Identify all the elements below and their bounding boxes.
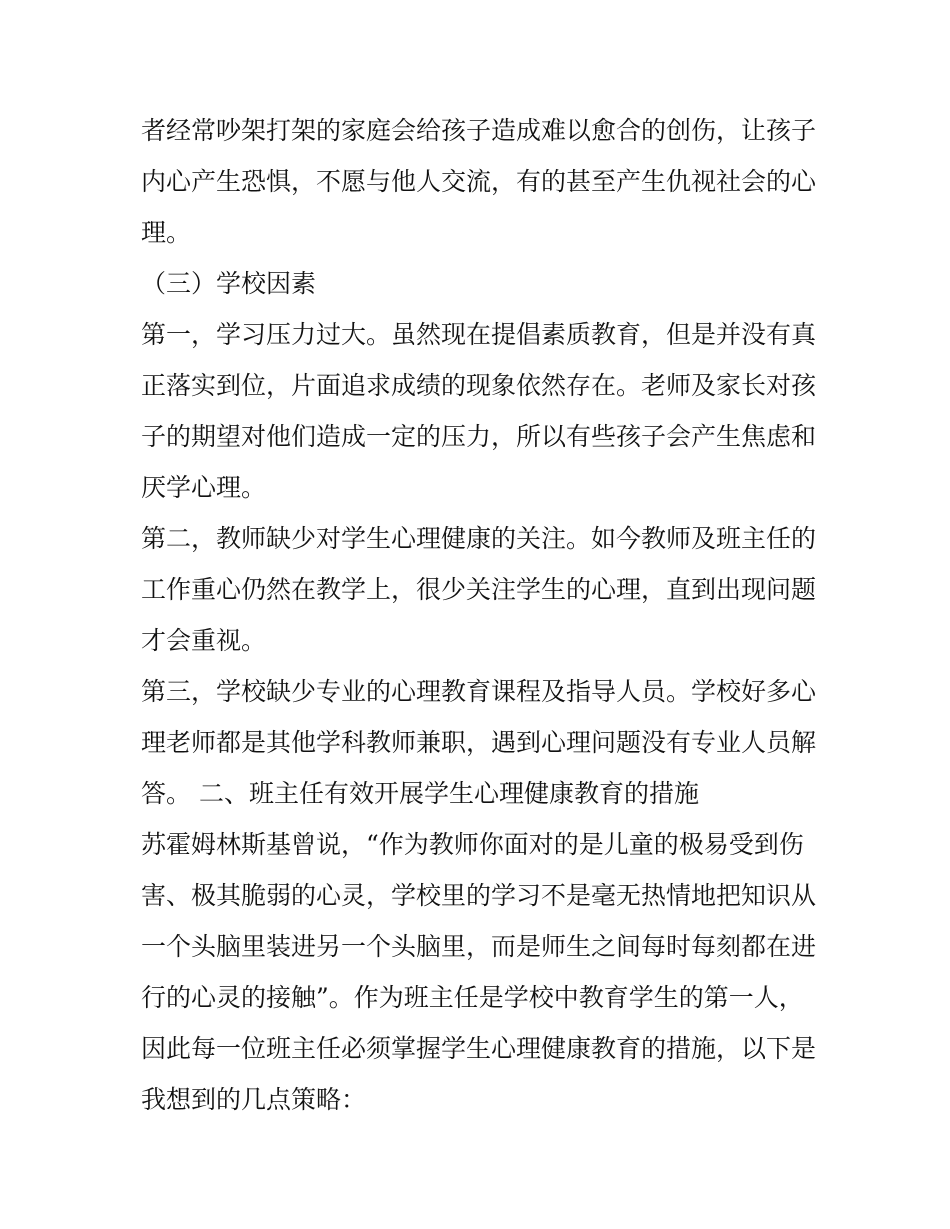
text-line: 理。 [141, 218, 192, 247]
text-line: 第一，学习压力过大。虽然现在提倡素质教育，但是并没有真 [141, 320, 817, 349]
text-line: 才会重视。 [141, 626, 267, 655]
text-line: 理老师都是其他学科教师兼职，遇到心理问题没有专业人员解 [141, 728, 817, 757]
text-line: 答。 二、班主任有效开展学生心理健康教育的措施 [141, 779, 699, 808]
text-line: 第三，学校缺少专业的心理教育课程及指导人员。学校好多心 [141, 677, 817, 706]
text-line: 行的心灵的接触”。作为班主任是学校中教育学生的第一人， [141, 983, 804, 1012]
text-line: 害、极其脆弱的心灵，学校里的学习不是毫无热情地把知识从 [141, 881, 817, 910]
text-line: 我想到的几点策略： [141, 1085, 367, 1114]
text-line: 者经常吵架打架的家庭会给孩子造成难以愈合的创伤，让孩子 [141, 116, 817, 145]
text-line: 正落实到位，片面追求成绩的现象依然存在。老师及家长对孩 [141, 371, 817, 400]
text-line: 厌学心理。 [141, 473, 267, 502]
text-line: 因此每一位班主任必须掌握学生心理健康教育的措施，以下是 [141, 1034, 817, 1063]
text-line: 一个头脑里装进另一个头脑里，而是师生之间每时每刻都在进 [141, 932, 817, 961]
text-line: 苏霍姆林斯基曾说，“作为教师你面对的是儿童的极易受到伤 [141, 830, 804, 859]
text-line: 子的期望对他们造成一定的压力，所以有些孩子会产生焦虑和 [141, 422, 817, 451]
section-heading: （三）学校因素 [141, 269, 317, 298]
text-line: 内心产生恐惧，不愿与他人交流，有的甚至产生仇视社会的心 [141, 167, 817, 196]
text-line: 工作重心仍然在教学上，很少关注学生的心理，直到出现问题 [141, 575, 817, 604]
body-text [141, 105, 821, 1125]
text-line: 第二，教师缺少对学生心理健康的关注。如今教师及班主任的 [141, 524, 817, 553]
